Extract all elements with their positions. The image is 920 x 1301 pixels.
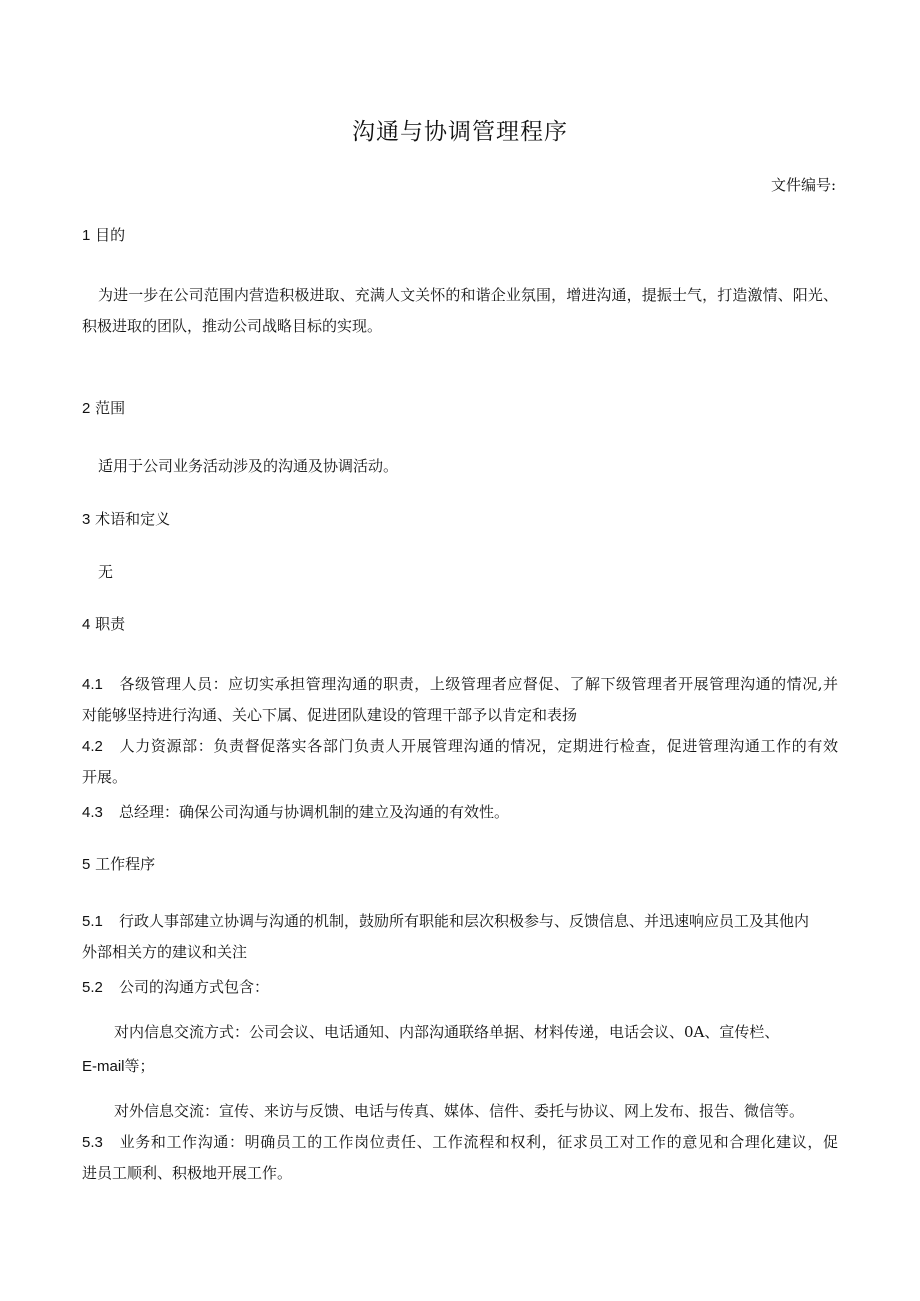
section-title: 术语和定义: [95, 510, 171, 528]
external-communication-line-1: 对外信息交流：宣传、来访与反馈、电话与传真、媒体、信件、委托与协议、网上发布、报告、微信等。: [114, 1102, 805, 1120]
section-4-heading: [82, 613, 838, 636]
item-4-2-line-2: 开展。: [82, 768, 128, 786]
section-number: 4: [82, 616, 91, 633]
document-number-label: 文件编号:: [770, 176, 836, 194]
item-number: 5.2: [82, 979, 103, 996]
section-1-paragraph-line-2: 积极进取的团队，推动公司战略目标的实现。: [82, 317, 383, 335]
section-title: 工作程序: [95, 855, 156, 873]
item-text: 人力资源部：负责督促落实各部门负责人开展管理沟通的情况，定期进行检查，促进管理沟通工作的有效: [119, 737, 838, 755]
item-5-1-line-2: 外部相关方的建议和关注: [82, 943, 248, 961]
internal-communication-line-2: [82, 1055, 838, 1078]
item-4-1-line-1: [82, 673, 838, 696]
email-term: E-mail: [82, 1058, 125, 1075]
item-text: 行政人事部建立协调与沟通的机制，鼓励所有职能和层次积极参与、反馈信息、并迅速响应员工及其他内: [119, 912, 810, 930]
section-number: 1: [82, 227, 91, 244]
item-text: 总经理：确保公司沟通与协调机制的建立及沟通的有效性。: [119, 803, 510, 821]
section-number: 2: [82, 400, 91, 417]
section-title: 职责: [95, 615, 126, 633]
item-number: 4.1: [82, 676, 103, 693]
item-5-2-line-1: [82, 976, 838, 999]
document-title: 沟通与协调管理程序: [352, 119, 568, 145]
item-text: 各级管理人员：应切实承担管理沟通的职责，上级管理者应督促、了解下级管理者开展管理沟通的情况,并: [119, 675, 838, 693]
item-number: 5.1: [82, 913, 103, 930]
item-number: 5.3: [82, 1134, 103, 1151]
section-1-paragraph-line-1: 为进一步在公司范围内营造积极进取、充满人文关怀的和谐企业氛围，增进沟通，提振士气，打造激情、阳光、: [98, 286, 838, 304]
section-2-heading: [82, 397, 838, 420]
section-number: 3: [82, 511, 91, 528]
section-2-paragraph: 适用于公司业务活动涉及的沟通及协调活动。: [98, 457, 399, 475]
section-number: 5: [82, 856, 91, 873]
section-1-heading: [82, 224, 838, 247]
item-text: 公司的沟通方式包含：: [119, 978, 270, 996]
item-text: 业务和工作沟通：明确员工的工作岗位责任、工作流程和权利，征求员工对工作的意见和合理化建议，促: [119, 1133, 838, 1151]
internal-communication-rest: 等；: [124, 1057, 155, 1075]
item-4-3-line-1: [82, 801, 838, 824]
item-4-2-line-1: [82, 735, 838, 758]
item-number: 4.2: [82, 738, 103, 755]
section-title: 目的: [95, 226, 126, 244]
section-5-heading: [82, 853, 838, 876]
item-5-1-line-1: [82, 910, 838, 933]
internal-communication-line-1: 对内信息交流方式：公司会议、电话通知、内部沟通联络单据、材料传递，电话会议、0A、宣传栏、: [114, 1023, 780, 1041]
item-5-3-line-1: [82, 1131, 838, 1154]
section-3-paragraph: 无: [98, 563, 114, 581]
item-5-3-line-2: 进员工顺利、积极地开展工作。: [82, 1164, 293, 1182]
item-4-1-line-2: 对能够坚持进行沟通、关心下属、促进团队建设的管理干部予以肯定和表扬: [82, 706, 578, 724]
item-number: 4.3: [82, 804, 103, 821]
section-title: 范围: [95, 399, 126, 417]
section-3-heading: [82, 508, 838, 531]
